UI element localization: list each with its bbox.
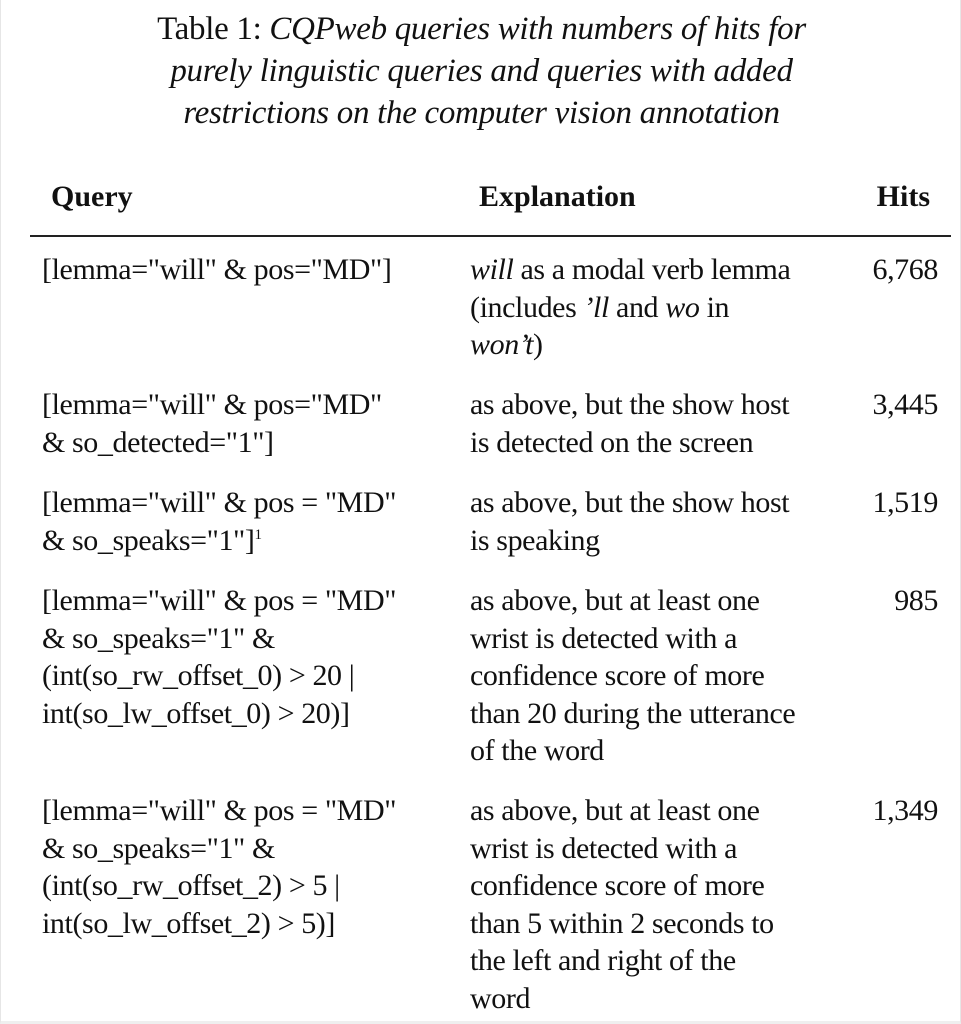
query-text: & so_speaks="1"] bbox=[42, 523, 255, 557]
explanation-line: as above, but at least one bbox=[470, 584, 760, 617]
table-row-4-explanation bbox=[470, 582, 795, 770]
explanation-italic: won’t bbox=[470, 328, 534, 361]
column-header-explanation: Explanation bbox=[479, 180, 636, 213]
explanation-line bbox=[470, 251, 790, 289]
query-line: [lemma="will" & pos = "MD" bbox=[42, 486, 397, 519]
explanation-line: the left and right of the bbox=[470, 944, 736, 977]
explanation-line: is speaking bbox=[470, 523, 600, 557]
query-line: [lemma="will" & pos="MD"] bbox=[42, 253, 392, 286]
query-line: int(so_lw_offset_0) > 20)] bbox=[42, 696, 350, 730]
table-row-4-hits: 985 bbox=[894, 584, 938, 617]
explanation-text: in bbox=[699, 290, 730, 324]
explanation-line: than 20 during the utterance bbox=[470, 696, 796, 730]
table-row-2-query bbox=[42, 386, 382, 461]
table-row-3-hits: 1,519 bbox=[872, 486, 938, 519]
footnote-marker[interactable]: 1 bbox=[254, 526, 262, 543]
table-row-4-query bbox=[42, 582, 396, 732]
caption-line-2: purely linguistic queries and queries with added bbox=[170, 53, 793, 89]
table-row-5-query bbox=[42, 792, 396, 942]
caption-line-1 bbox=[1, 8, 961, 50]
caption-text: CQPweb queries with numbers of hits for bbox=[269, 11, 806, 47]
explanation-line: confidence score of more bbox=[470, 659, 765, 692]
query-line: (int(so_rw_offset_0) > 20 | bbox=[42, 659, 355, 692]
column-header-query: Query bbox=[51, 180, 133, 213]
query-line bbox=[42, 522, 396, 560]
query-line: & so_speaks="1" & bbox=[42, 831, 275, 865]
explanation-line: as above, but the show host bbox=[470, 486, 790, 519]
explanation-italic: wo bbox=[665, 290, 700, 324]
explanation-line: wrist is detected with a bbox=[470, 831, 737, 865]
header-rule bbox=[30, 235, 951, 237]
explanation-text: as a modal verb lemma bbox=[513, 253, 791, 286]
table-row-1-hits: 6,768 bbox=[872, 253, 938, 286]
explanation-text: and bbox=[608, 290, 666, 324]
explanation-text: (includes bbox=[470, 290, 584, 324]
table-row-1-query bbox=[42, 251, 391, 289]
explanation-line: wrist is detected with a bbox=[470, 621, 737, 655]
table-caption bbox=[1, 8, 961, 134]
query-line: int(so_lw_offset_2) > 5)] bbox=[42, 906, 335, 940]
table-row-5-hits: 1,349 bbox=[872, 794, 938, 827]
explanation-line: than 5 within 2 seconds to bbox=[470, 906, 774, 940]
column-header-hits: Hits bbox=[876, 180, 930, 213]
query-line: (int(so_rw_offset_2) > 5 | bbox=[42, 869, 340, 902]
explanation-line: confidence score of more bbox=[470, 869, 765, 902]
caption-label: Table 1: bbox=[157, 11, 270, 47]
explanation-italic: ’ll bbox=[583, 290, 609, 324]
explanation-italic: will bbox=[470, 253, 514, 286]
explanation-line bbox=[470, 289, 790, 327]
explanation-line: of the word bbox=[470, 734, 604, 767]
query-line: [lemma="will" & pos="MD" bbox=[42, 388, 382, 421]
explanation-line bbox=[470, 326, 790, 364]
explanation-line: is detected on the screen bbox=[470, 425, 754, 459]
caption-line-3: restrictions on the computer vision annotation bbox=[183, 95, 780, 131]
query-line: & so_speaks="1" & bbox=[42, 621, 275, 655]
query-line: [lemma="will" & pos = "MD" bbox=[42, 584, 397, 617]
table-row-3-query bbox=[42, 484, 396, 559]
table-row-2-hits: 3,445 bbox=[872, 388, 938, 421]
table-row-3-explanation bbox=[470, 484, 789, 559]
table-row-2-explanation bbox=[470, 386, 789, 461]
table-row-5-explanation bbox=[470, 792, 774, 1017]
explanation-line: word bbox=[470, 981, 531, 1015]
query-line: & so_detected="1"] bbox=[42, 425, 274, 459]
table-row-1-explanation bbox=[470, 251, 790, 364]
query-line: [lemma="will" & pos = "MD" bbox=[42, 794, 397, 827]
explanation-line: as above, but the show host bbox=[470, 388, 790, 421]
explanation-text: ) bbox=[533, 328, 543, 361]
explanation-line: as above, but at least one bbox=[470, 794, 760, 827]
